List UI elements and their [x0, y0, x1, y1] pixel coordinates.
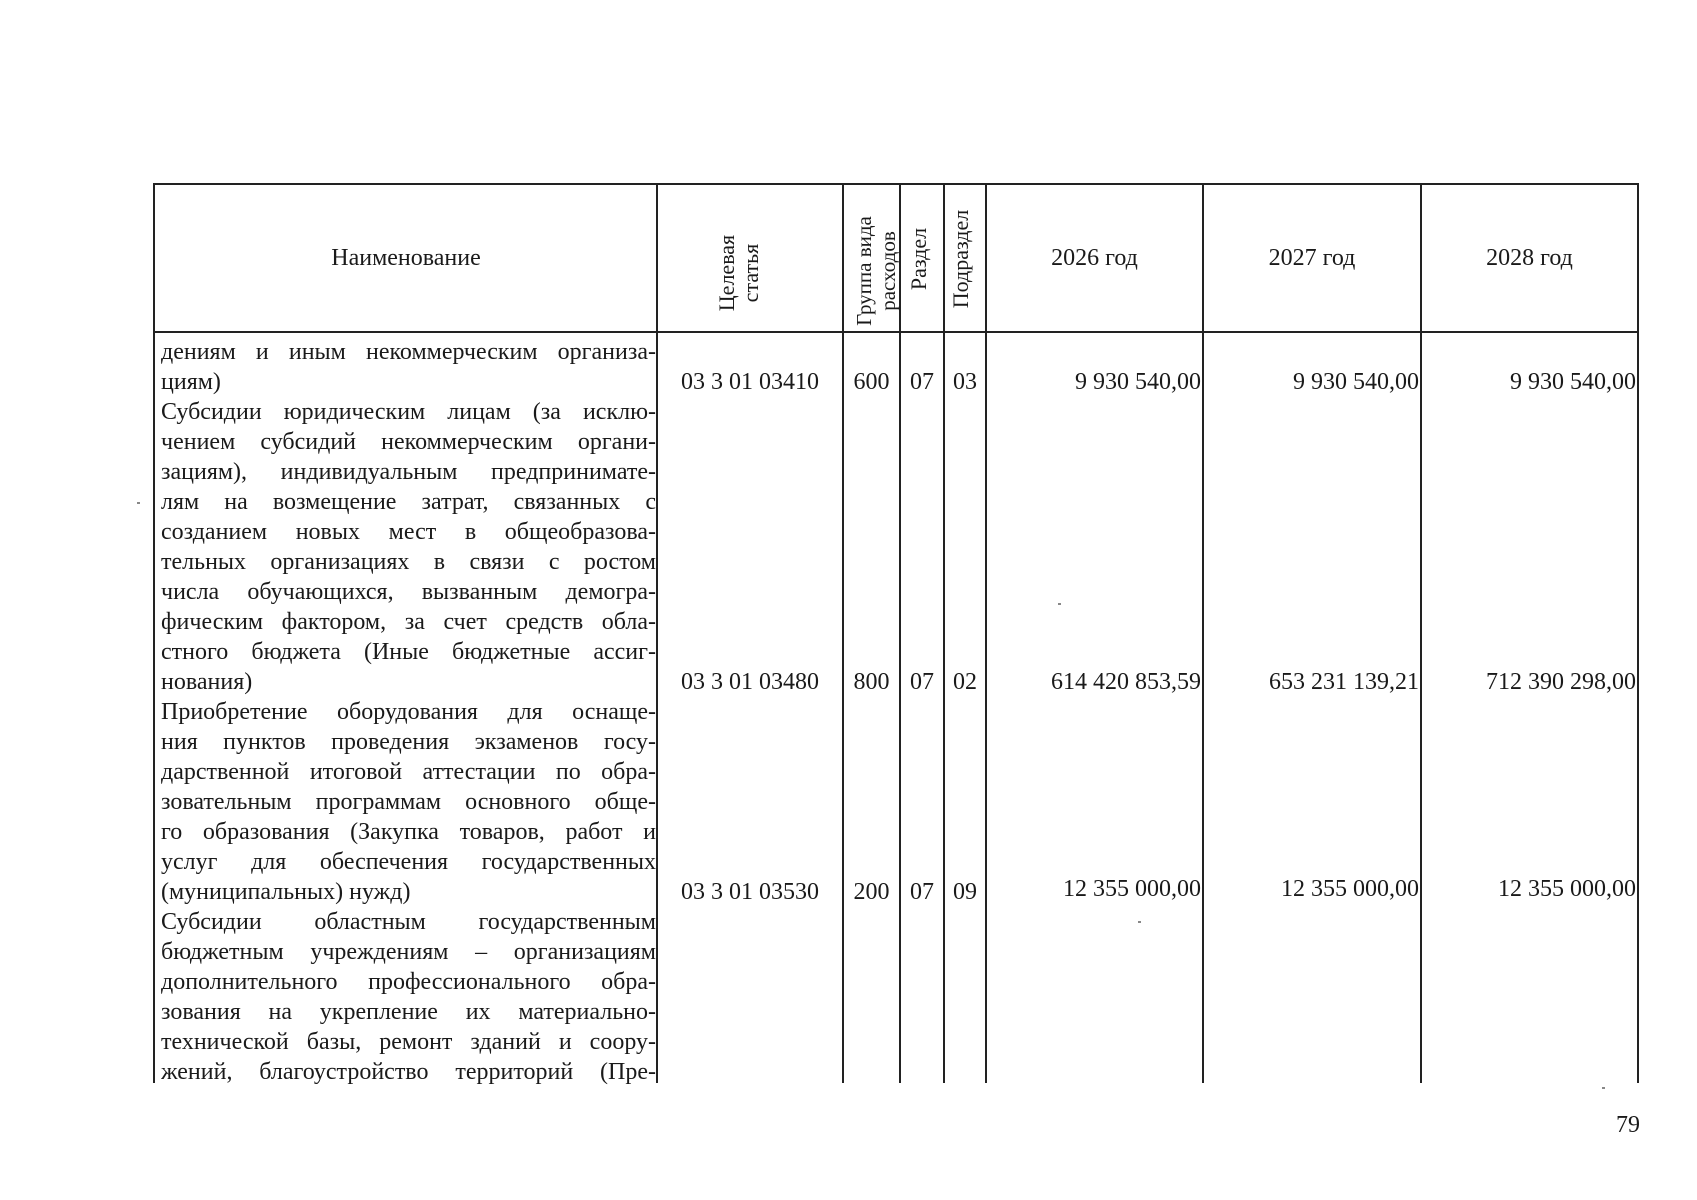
col-divider-2026 [985, 183, 987, 1083]
header-section: Раздел [906, 227, 931, 291]
row-3-code: 03 3 01 03530 [681, 879, 819, 905]
row-1-code: 03 3 01 03410 [681, 369, 819, 395]
row-2-name-line: тельных организациях в связи с ростом [161, 549, 656, 575]
row-2-name-line: фическим фактором, за счет средств обла- [161, 609, 656, 635]
row-1-name-line: дениям и иным некоммерческим организа- [161, 339, 656, 365]
row-1-group: 600 [853, 369, 890, 395]
row-3-name-line: (муниципальных) нужд) [161, 879, 411, 905]
row-2-subsection: 02 [953, 669, 977, 695]
row-4-name-line: зования на укрепление их материально- [161, 999, 656, 1025]
page-number: 79 [1616, 1112, 1640, 1138]
row-1-name [161, 337, 656, 397]
row-3-name-line: дарственной итоговой аттестации по обра- [161, 759, 656, 785]
row-4-name-line: жений, благоустройство территорий (Пре- [161, 1059, 656, 1085]
row-3-y2027: 12 355 000,00 [1281, 876, 1419, 902]
header-target-article-line2: статья [738, 243, 763, 303]
row-4-name-line: бюджетным учреждениям – организациям [161, 939, 656, 965]
table-right-border [1637, 183, 1639, 1083]
row-4-name-line: технической базы, ремонт зданий и соору- [161, 1029, 656, 1055]
row-3-y2028: 12 355 000,00 [1498, 876, 1636, 902]
row-2-name-line: зациям), индивидуальным предпринимате- [161, 459, 656, 485]
scan-speck [1138, 921, 1141, 923]
header-year-2026: 2026 год [1051, 245, 1138, 271]
row-3-name-line: ния пунктов проведения экзаменов госу- [161, 729, 656, 755]
row-2-section: 07 [910, 669, 934, 695]
header-subsection: Подраздел [948, 209, 973, 309]
scan-speck [137, 502, 140, 504]
col-divider-subsection [943, 183, 945, 1083]
row-1-y2028: 9 930 540,00 [1510, 369, 1636, 395]
row-2-name-line: чением субсидий некоммерческим органи- [161, 429, 656, 455]
row-3-name-line: зовательным программам основного обще- [161, 789, 656, 815]
row-3-name [161, 697, 656, 907]
row-2-code: 03 3 01 03480 [681, 669, 819, 695]
header-year-2028: 2028 год [1486, 245, 1573, 271]
header-expense-group-line1: Группа вида [852, 216, 876, 326]
row-2-y2028: 712 390 298,00 [1486, 669, 1636, 695]
table-top-border [153, 183, 1638, 185]
row-3-name-line: Приобретение оборудования для оснаще- [161, 699, 656, 725]
header-expense-group-line2: расходов [876, 231, 900, 311]
row-2-y2026: 614 420 853,59 [1051, 669, 1201, 695]
scan-speck [1602, 1087, 1605, 1089]
row-1-name-line: циям) [161, 369, 221, 395]
row-2-group: 800 [853, 669, 890, 695]
row-3-group: 200 [853, 879, 890, 905]
header-target-article [715, 198, 775, 348]
row-1-section: 07 [910, 369, 934, 395]
row-3-subsection: 09 [953, 879, 977, 905]
scan-speck [1058, 603, 1061, 605]
col-divider-code [656, 183, 658, 1083]
header-expense-group [852, 196, 908, 346]
col-divider-2027 [1202, 183, 1204, 1083]
row-4-name [161, 907, 656, 1087]
row-1-y2026: 9 930 540,00 [1075, 369, 1201, 395]
row-2-y2027: 653 231 139,21 [1269, 669, 1419, 695]
row-3-y2026: 12 355 000,00 [1063, 876, 1201, 902]
row-2-name-line: лям на возмещение затрат, связанных с [161, 489, 656, 515]
row-3-name-line: го образования (Закупка товаров, работ и [161, 819, 656, 845]
row-2-name-line: числа обучающихся, вызванным демогра- [161, 579, 656, 605]
table-left-border [153, 183, 155, 1083]
row-2-name-line: созданием новых мест в общеобразова- [161, 519, 656, 545]
row-4-name-line: дополнительного профессионального обра- [161, 969, 656, 995]
row-2-name-line: стного бюджета (Иные бюджетные ассиг- [161, 639, 656, 665]
row-2-name-line: нования) [161, 669, 253, 695]
row-2-name [161, 397, 656, 697]
row-1-subsection: 03 [953, 369, 977, 395]
col-divider-group [842, 183, 844, 1083]
row-4-name-line: Субсидии областным государственным [161, 909, 656, 935]
header-year-2027: 2027 год [1268, 245, 1356, 271]
row-3-section: 07 [910, 879, 934, 905]
header-target-article-line1: Целевая [714, 234, 739, 312]
header-name: Наименование [331, 245, 481, 271]
row-3-name-line: услуг для обеспечения государственных [161, 849, 656, 875]
col-divider-2028 [1420, 183, 1422, 1083]
row-1-y2027: 9 930 540,00 [1293, 369, 1419, 395]
row-2-name-line: Субсидии юридическим лицам (за исклю- [161, 399, 656, 425]
